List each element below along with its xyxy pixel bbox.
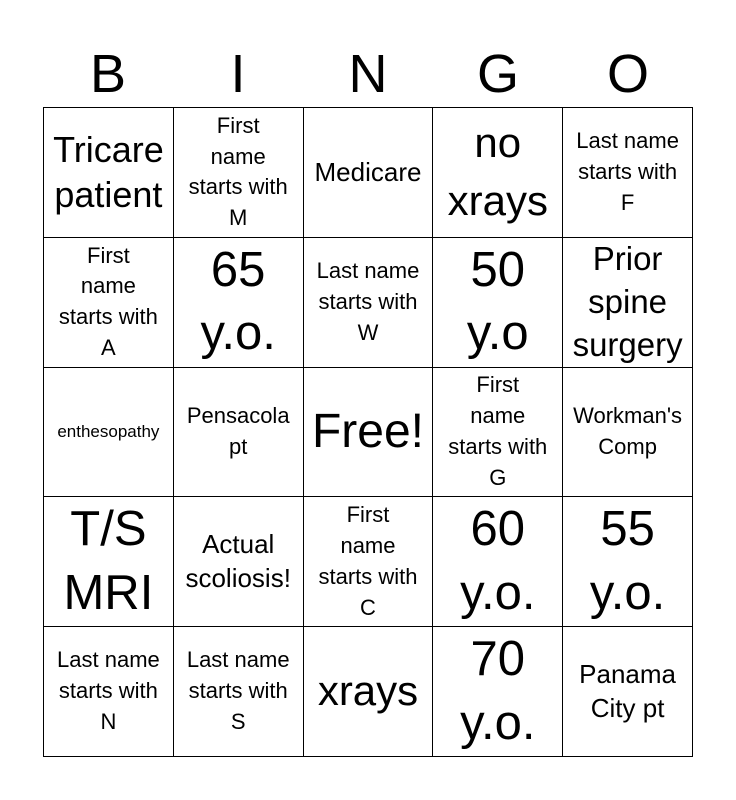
- bingo-cell[interactable]: [304, 627, 434, 757]
- bingo-cell[interactable]: [563, 238, 693, 368]
- bingo-cell[interactable]: [174, 627, 304, 757]
- bingo-cell[interactable]: [433, 368, 563, 498]
- header-letter-g: G: [476, 44, 519, 104]
- cell-text: Last name starts with N: [57, 647, 160, 734]
- cell-text: no xrays: [447, 118, 548, 225]
- bingo-card: [43, 107, 693, 757]
- bingo-cell[interactable]: [174, 497, 304, 627]
- cell-text: xrays: [317, 667, 419, 715]
- cell-text: Actual scoliosis!: [185, 528, 291, 593]
- bingo-cell[interactable]: [304, 497, 434, 627]
- bingo-cell[interactable]: [563, 497, 693, 627]
- cell-text: Workman's Comp: [573, 403, 683, 459]
- bingo-cell[interactable]: [174, 108, 304, 238]
- cell-text: T/S MRI: [63, 502, 154, 620]
- cell-text: Pensacola pt: [186, 403, 290, 459]
- cell-text: 60 y.o.: [460, 502, 536, 620]
- cell-text: Tricare patient: [53, 129, 164, 216]
- bingo-header: [43, 40, 693, 108]
- cell-text: Prior spine surgery: [572, 239, 683, 363]
- cell-text: Last name starts with S: [186, 647, 290, 734]
- bingo-cell[interactable]: [304, 108, 434, 238]
- bingo-cell[interactable]: [433, 627, 563, 757]
- cell-text: First name starts with M: [188, 112, 288, 231]
- bingo-cell[interactable]: [174, 368, 304, 498]
- bingo-cell[interactable]: [433, 497, 563, 627]
- bingo-cell[interactable]: [44, 238, 174, 368]
- cell-text: Last name starts with F: [576, 128, 679, 215]
- cell-text: Panama City pt: [579, 658, 677, 723]
- cell-text: First name starts with G: [448, 372, 548, 490]
- cell-text: 65 y.o.: [200, 242, 276, 361]
- cell-text: Last name starts with W: [316, 258, 420, 345]
- cell-text: First name starts with C: [318, 502, 418, 620]
- bingo-cell[interactable]: [304, 238, 434, 368]
- bingo-cell[interactable]: [44, 627, 174, 757]
- cell-text: enthesopathy: [57, 422, 160, 442]
- cell-text: First name starts with A: [58, 242, 158, 360]
- header-letter-n: N: [348, 44, 388, 104]
- cell-text: Medicare: [314, 156, 422, 187]
- header-letter-b: B: [89, 44, 127, 104]
- bingo-cell[interactable]: [433, 108, 563, 238]
- bingo-cell[interactable]: [44, 368, 174, 498]
- bingo-cell[interactable]: [433, 238, 563, 368]
- cell-text: 50 y.o: [466, 242, 529, 361]
- header-letter-o: O: [606, 44, 649, 104]
- bingo-cell[interactable]: [563, 108, 693, 238]
- cell-text: 70 y.o.: [460, 631, 536, 750]
- bingo-cell[interactable]: [44, 497, 174, 627]
- bingo-cell[interactable]: [44, 108, 174, 238]
- header-letter-i: I: [230, 44, 246, 104]
- bingo-cell[interactable]: [174, 238, 304, 368]
- free-space[interactable]: [304, 368, 434, 498]
- cell-text: 55 y.o.: [589, 502, 666, 620]
- bingo-cell[interactable]: [563, 368, 693, 498]
- bingo-cell[interactable]: [563, 627, 693, 757]
- free-space-text: Free!: [311, 405, 424, 459]
